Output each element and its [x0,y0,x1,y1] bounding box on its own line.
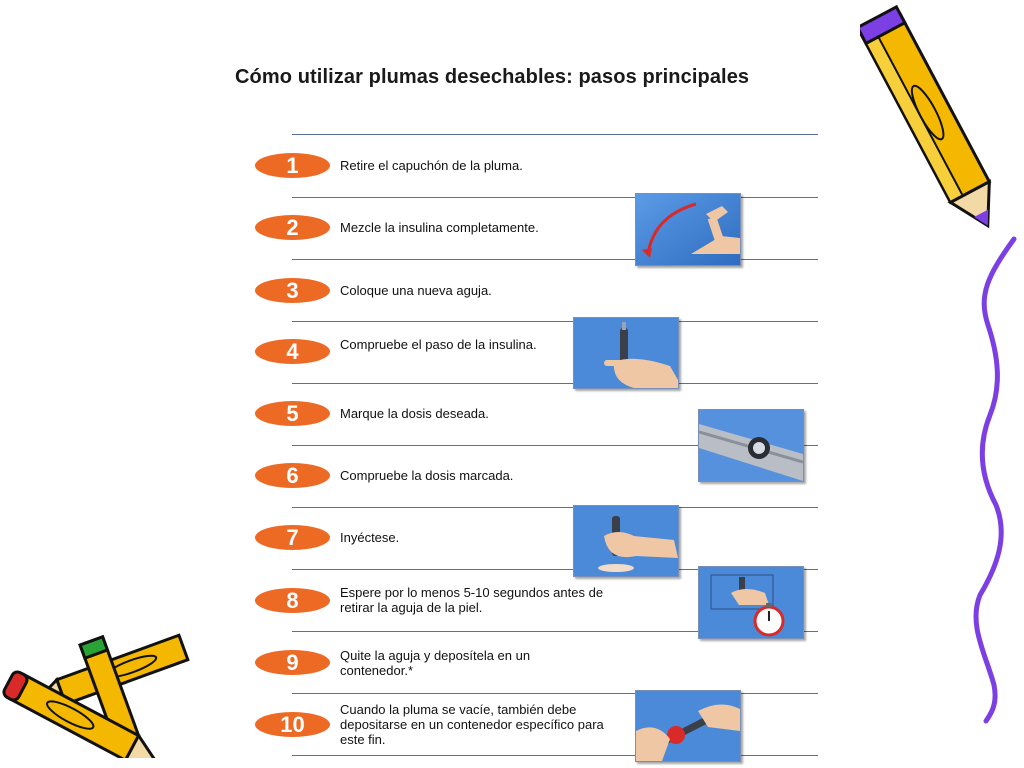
step-text: Mezcle la insulina completamente. [340,220,539,235]
step-text: Coloque una nueva aguja. [340,283,492,298]
step-text: Inyéctese. [340,530,400,545]
step-text: Compruebe la dosis marcada. [340,468,514,483]
arm-shaking-pen-photo [635,193,741,266]
step-text: Quite la aguja y deposítela en un contenedor.* [340,648,531,678]
step-number-badge: 4 [255,339,330,364]
step-number-badge: 1 [255,153,330,178]
hands-removing-needle-photo [635,690,741,762]
hand-injecting-photo [573,505,679,577]
step-number-badge: 5 [255,401,330,426]
pen-dose-dial-photo [698,409,804,482]
step-text: Espere por lo menos 5-10 segundos antes de retirar la aguja de la piel. [340,585,604,615]
step-text: Cuando la pluma se vacíe, también debe depositarse en un contenedor específico para este fin. [340,702,604,747]
pencil-icon [860,0,1010,245]
step-text: Retire el capuchón de la pluma. [340,158,523,173]
hand-and-stopwatch-photo [698,566,804,639]
divider-rule [292,134,818,135]
divider-rule [292,321,818,322]
divider-rule [292,383,818,384]
crossed-pencils-icon [0,618,205,758]
step-text: Compruebe el paso de la insulina. [340,337,537,352]
step-number-badge: 10 [255,712,330,737]
divider-rule [292,507,818,508]
step-number-badge: 8 [255,588,330,613]
step-number-badge: 7 [255,525,330,550]
step-number-badge: 3 [255,278,330,303]
page-title: Cómo utilizar plumas desechables: pasos principales [235,66,750,88]
step-number-badge: 2 [255,215,330,240]
hand-holding-pen-photo [573,317,679,389]
step-number-badge: 9 [255,650,330,675]
step-number-badge: 6 [255,463,330,488]
step-text: Marque la dosis deseada. [340,406,489,421]
squiggle-line-decoration [968,235,1024,725]
